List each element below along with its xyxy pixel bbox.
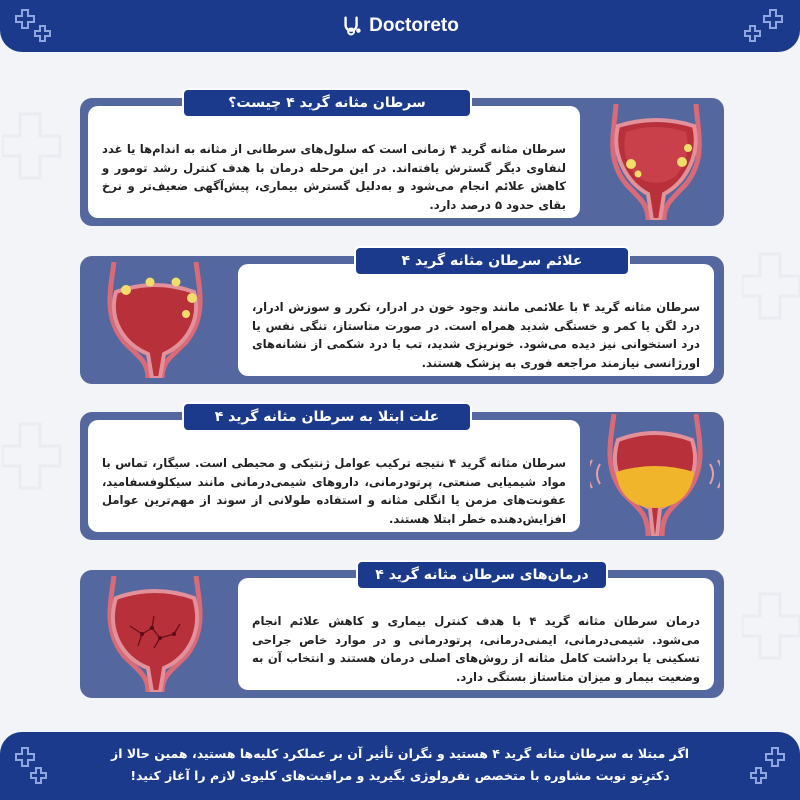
section-body-text: سرطان مثانه گرید ۴ زمانی است که سلول‌های سرطانی از مثانه به اندام‌ها یا غدد لنفاوی دیگر گسترش یافته‌اند. در این مرحله درمان با هدف کنترل رشد تومور و کاهش علائم انجام می‌شود و به‌دلیل گسترش بیماری، پیش‌آگهی ضعیف‌تر و نرخ بقای حدود ۵ درصد دارد.: [88, 106, 580, 218]
bladder-illustration: [596, 104, 716, 220]
section-title: علائم سرطان مثانه گرید ۴: [354, 246, 630, 276]
footer-line-2: دکترِتو نوبت مشاوره با متخصص نفرولوژی بگیرید و مراقبت‌های کلیوی لازم را آغاز کنید!: [130, 768, 670, 783]
medical-cross-icon: [748, 746, 788, 790]
section-title: سرطان مثانه گرید ۴ چیست؟: [182, 88, 472, 118]
brand-name: Doctoreto: [369, 15, 459, 36]
background-cross-icon: [2, 420, 62, 510]
section-title: علت ابتلا به سرطان مثانه گرید ۴: [182, 402, 472, 432]
background-cross-icon: [742, 250, 800, 340]
medical-cross-icon: [740, 6, 784, 46]
bladder-illustration: [590, 414, 720, 536]
bladder-illustration: [90, 262, 220, 378]
footer-line-1: اگر مبتلا به سرطان مثانه گرید ۴ هستید و نگران تأثیر آن بر عملکرد کلیه‌ها هستید، همین حالا از: [111, 746, 689, 761]
medical-cross-icon: [12, 746, 52, 790]
section-title: درمان‌های سرطان مثانه گرید ۴: [356, 560, 608, 590]
section-card-what-is: [80, 95, 724, 226]
bladder-illustration: [90, 576, 220, 692]
footer-cta[interactable]: [0, 732, 800, 800]
section-card-treatments: [80, 567, 724, 698]
doctoreto-logo-icon: [341, 15, 363, 37]
background-cross-icon: [742, 590, 800, 680]
background-cross-icon: [2, 110, 62, 200]
header-bar: [0, 0, 800, 52]
brand-logo[interactable]: [341, 15, 459, 37]
section-card-symptoms: [80, 253, 724, 384]
section-body-text: درمان سرطان مثانه گرید ۴ با هدف کنترل بیماری و کاهش علائم انجام می‌شود. شیمی‌درمانی، ایمنی‌درمانی، پرتودرمانی و در موارد خاص جراحی تسکینی یا برداشت کامل مثانه از روش‌های اصلی درمان هستند و انتخاب آن به وضعیت بیمار و میزان متاستاز بستگی دارد.: [238, 578, 714, 690]
section-body-text: سرطان مثانه گرید ۴ نتیجه ترکیب عوامل ژنتیکی و محیطی است. سیگار، تماس با مواد شیمیایی صنعتی، پرتودرمانی، داروهای شیمی‌درمانی مانند سیکلوفسفامید، عفونت‌های مزمن یا انگلی مثانه و استفاده طولانی از سوند از مهم‌ترین عوامل افزایش‌دهنده خطر ابتلا هستند.: [88, 420, 580, 532]
medical-cross-icon: [14, 6, 58, 46]
section-card-causes: [80, 409, 724, 540]
section-body-text: سرطان مثانه گرید ۴ با علائمی مانند وجود خون در ادرار، تکرر و سوزش ادرار، درد لگن یا کمر و خستگی شدید همراه است. در صورت متاستاز، تنگی نفس یا درد استخوانی نیز دیده می‌شود. خونریزی شدید، تب یا درد شکمی از نشانه‌های اورژانسی نیازمند مراجعه فوری به پزشک هستند.: [238, 264, 714, 376]
